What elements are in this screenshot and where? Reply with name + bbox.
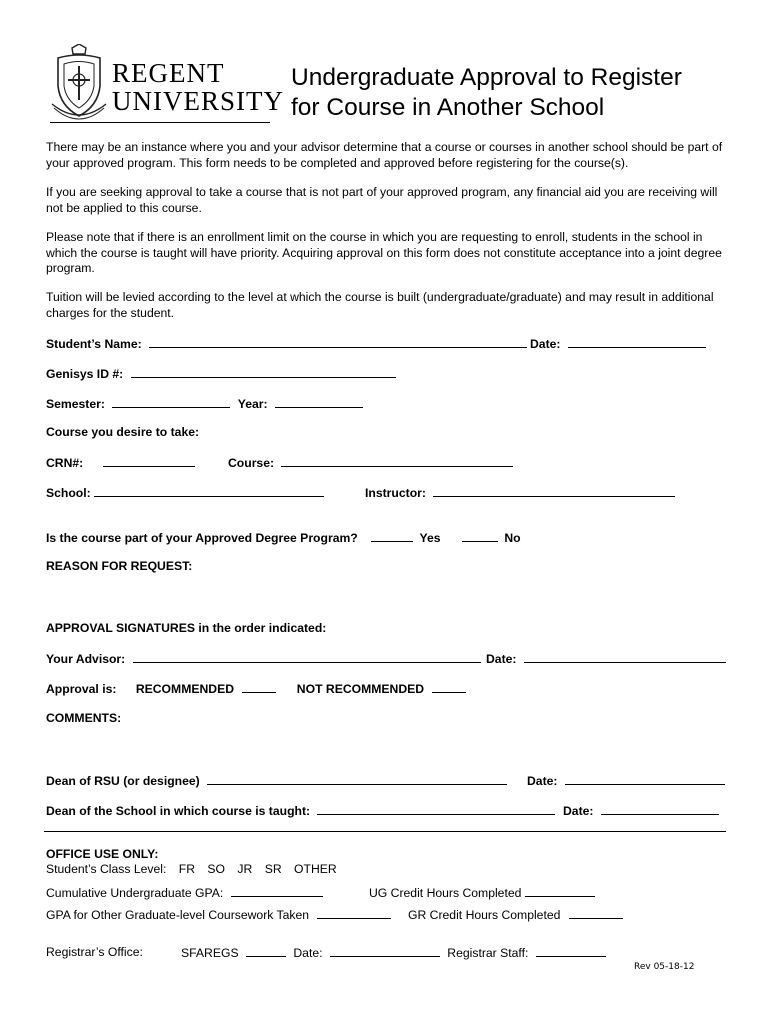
students-name-label: Student’s Name: [46, 337, 142, 351]
approval-signatures-heading: APPROVAL SIGNATURES in the order indicated: [46, 621, 327, 635]
instructor-label: Instructor: [365, 486, 426, 500]
course-desire-label: Course you desire to take: [46, 425, 200, 439]
ug-credit-label: UG Credit Hours Completed [369, 886, 522, 900]
form-title-line2: for Course in Another School [291, 94, 605, 121]
dean-school-date-label: Date: [563, 804, 594, 818]
instructor-row [365, 485, 675, 500]
year-field[interactable] [275, 396, 363, 408]
sfaregs-field[interactable] [246, 945, 286, 957]
university-name-line2: UNIVERSITY [112, 86, 284, 116]
approved-program-question: Is the course part of your Approved Degree Program? [46, 531, 358, 545]
registrars-office-label: Registrar’s Office: [46, 945, 143, 959]
class-level-fr[interactable]: FR [178, 862, 196, 876]
school-field[interactable] [94, 485, 324, 497]
class-level-sr[interactable]: SR [264, 862, 282, 876]
university-name-line1: REGENT [112, 58, 225, 88]
class-level-label: Student’s Class Level: [46, 862, 167, 876]
advisor-row [46, 651, 481, 666]
crn-row [46, 455, 195, 470]
university-logo [48, 42, 284, 124]
cumulative-gpa-label: Cumulative Undergraduate GPA: [46, 886, 224, 900]
comments-label: COMMENTS: [46, 711, 122, 725]
class-level-so[interactable]: SO [207, 862, 226, 876]
dean-rsu-date-label: Date: [527, 774, 558, 788]
approval-row [46, 681, 466, 696]
school-row [46, 485, 324, 500]
class-level-jr[interactable]: JR [237, 862, 253, 876]
approved-no-label: No [504, 531, 521, 545]
students-name-field[interactable] [149, 336, 527, 348]
genisys-field[interactable] [131, 366, 396, 378]
ug-credit-row [369, 885, 595, 900]
instructor-field[interactable] [433, 485, 675, 497]
dean-rsu-row [46, 773, 507, 788]
advisor-label: Your Advisor: [46, 652, 126, 666]
registrar-staff-field[interactable] [536, 945, 606, 957]
course-field[interactable] [281, 455, 513, 467]
cumulative-gpa-field[interactable] [231, 885, 323, 897]
course-row [228, 455, 513, 470]
registrar-date-field[interactable] [330, 945, 440, 957]
approved-program-row [46, 530, 521, 545]
dean-rsu-label: Dean of RSU (or designee) [46, 774, 200, 788]
class-level-other[interactable]: OTHER [294, 862, 337, 876]
advisor-date-row [486, 651, 726, 666]
gr-credit-field[interactable] [569, 907, 623, 919]
student-date-field[interactable] [568, 336, 706, 348]
gpa-other-label: GPA for Other Graduate-level Coursework Taken [46, 908, 310, 922]
form-title-line1: Undergraduate Approval to Register [291, 64, 682, 91]
crn-label: CRN#: [46, 456, 84, 470]
tuition-paragraph: Tuition will be levied according to the level at which the course is built (undergraduate/graduate) and may result in additional charges for the student. [46, 290, 714, 320]
enrollment-limit-paragraph: Please note that if there is an enrollment limit on the course in which you are requesting to enroll, students in the school in which the course is taught will have priority. Acquiring approval on this form does not constitute acceptance into a joint degree program. [46, 230, 722, 275]
semester-field[interactable] [112, 396, 230, 408]
ug-credit-field[interactable] [525, 885, 595, 897]
crn-field[interactable] [103, 455, 195, 467]
genisys-label: Genisys ID #: [46, 367, 124, 381]
student-date-label: Date: [530, 337, 561, 351]
approval-is-label: Approval is: [46, 682, 117, 696]
registrar-row [181, 945, 606, 960]
reason-label: REASON FOR REQUEST: [46, 559, 193, 573]
semester-label: Semester: [46, 397, 105, 411]
gpa-other-field[interactable] [317, 907, 391, 919]
recommended-label: RECOMMENDED [135, 682, 235, 696]
gr-credit-label: GR Credit Hours Completed [408, 908, 561, 922]
approved-yes-field[interactable] [371, 530, 413, 542]
class-level-row [46, 862, 337, 876]
student-date-row [530, 336, 706, 351]
office-use-heading: OFFICE USE ONLY: [46, 847, 159, 861]
not-recommended-field[interactable] [432, 681, 466, 693]
students-name-row [46, 336, 527, 351]
crest-icon [50, 44, 108, 124]
approved-no-field[interactable] [462, 530, 498, 542]
school-label: School: [46, 486, 91, 500]
dean-school-row [46, 803, 555, 818]
approved-yes-label: Yes [419, 531, 441, 545]
sfaregs-label: SFAREGS [181, 946, 239, 960]
office-divider [44, 831, 726, 832]
intro-paragraph: There may be an instance where you and your advisor determine that a course or courses in another school should be part of your approved program. This form needs to be completed and approved before registering for the course(s). [46, 140, 723, 170]
dean-school-field[interactable] [317, 803, 555, 815]
registrar-date-label: Date: [293, 946, 323, 960]
not-recommended-label: NOT RECOMMENDED [296, 682, 425, 696]
dean-rsu-date-row [527, 773, 725, 788]
logo-underline [50, 122, 270, 123]
semester-row [46, 396, 363, 411]
revision-label: Rev 05-18-12 [634, 962, 695, 972]
dean-school-label: Dean of the School in which course is taught: [46, 804, 311, 818]
gpa-other-row [46, 907, 391, 922]
dean-rsu-date-field[interactable] [565, 773, 725, 785]
advisor-date-label: Date: [486, 652, 517, 666]
recommended-field[interactable] [242, 681, 276, 693]
gr-credit-row [408, 907, 623, 922]
course-label: Course: [228, 456, 275, 470]
registrar-staff-label: Registrar Staff: [447, 946, 529, 960]
financial-aid-paragraph: If you are seeking approval to take a course that is not part of your approved program, any financial aid you are receiving will not be applied to this course. [46, 185, 718, 215]
dean-rsu-field[interactable] [207, 773, 507, 785]
dean-school-date-row [563, 803, 719, 818]
cumulative-gpa-row [46, 885, 323, 900]
advisor-field[interactable] [133, 651, 481, 663]
dean-school-date-field[interactable] [601, 803, 719, 815]
advisor-date-field[interactable] [524, 651, 726, 663]
year-label: Year: [237, 397, 268, 411]
genisys-row [46, 366, 396, 381]
